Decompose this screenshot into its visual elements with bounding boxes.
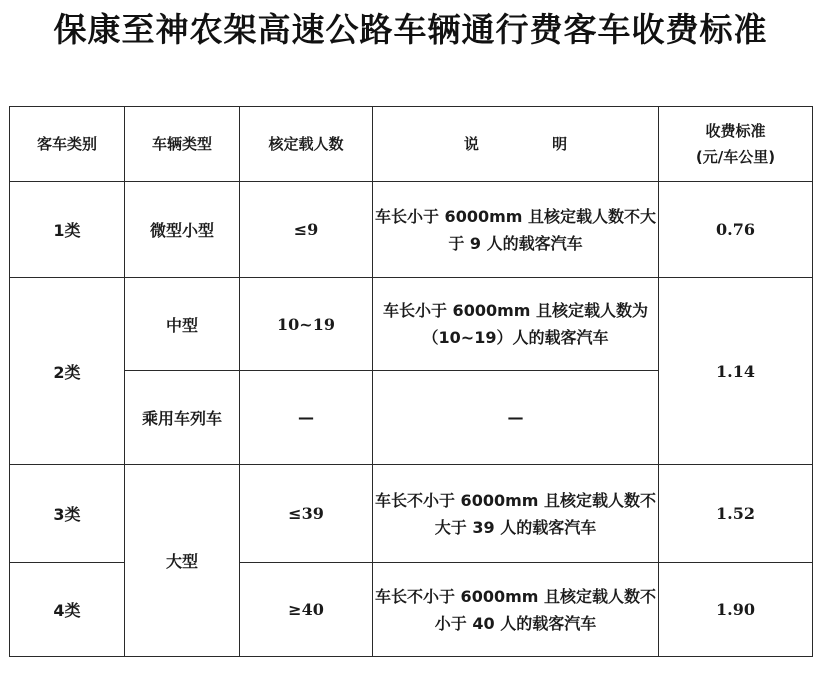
capacity-cell: — — [240, 371, 373, 465]
capacity-cell: 10~19 — [240, 278, 373, 371]
header-description-label: 说 明 — [463, 135, 602, 153]
category-cell: 2类 — [10, 278, 125, 465]
table-header-row — [10, 107, 813, 182]
description-cell: 车长小于 6000mm 且核定载人数不大于 9 人的载客汽车 — [373, 182, 659, 278]
page-title: 保康至神农架高速公路车辆通行费客车收费标准 — [53, 10, 768, 49]
header-vehicle-type: 车辆类型 — [125, 107, 240, 182]
vehicle-type-cell: 大型 — [125, 465, 240, 657]
header-capacity: 核定载人数 — [240, 107, 373, 182]
fee-table — [9, 106, 813, 657]
category-cell: 1类 — [10, 182, 125, 278]
header-category: 客车类别 — [10, 107, 125, 182]
description-cell: 车长不小于 6000mm 且核定载人数不小于 40 人的载客汽车 — [373, 563, 659, 657]
table-row — [10, 182, 813, 278]
category-cell: 3类 — [10, 465, 125, 563]
rate-cell: 1.14 — [659, 278, 813, 465]
category-cell: 4类 — [10, 563, 125, 657]
description-cell: 车长不小于 6000mm 且核定载人数不大于 39 人的载客汽车 — [373, 465, 659, 563]
vehicle-type-cell: 乘用车列车 — [125, 371, 240, 465]
rate-cell: 1.90 — [659, 563, 813, 657]
rate-cell: 1.52 — [659, 465, 813, 563]
description-cell: 车长小于 6000mm 且核定载人数为（10~19）人的载客汽车 — [373, 278, 659, 371]
description-cell: — — [373, 371, 659, 465]
header-rate-label: 收费标准 — [705, 122, 766, 140]
vehicle-type-cell: 微型小型 — [125, 182, 240, 278]
header-rate-unit: (元/车公里) — [695, 148, 776, 166]
rate-cell: 0.76 — [659, 182, 813, 278]
vehicle-type-cell: 中型 — [125, 278, 240, 371]
table-row — [10, 465, 813, 563]
header-description — [373, 107, 659, 182]
header-rate — [659, 107, 813, 182]
capacity-cell: ≤9 — [240, 182, 373, 278]
capacity-cell: ≤39 — [240, 465, 373, 563]
table-row — [10, 278, 813, 371]
capacity-cell: ≥40 — [240, 563, 373, 657]
